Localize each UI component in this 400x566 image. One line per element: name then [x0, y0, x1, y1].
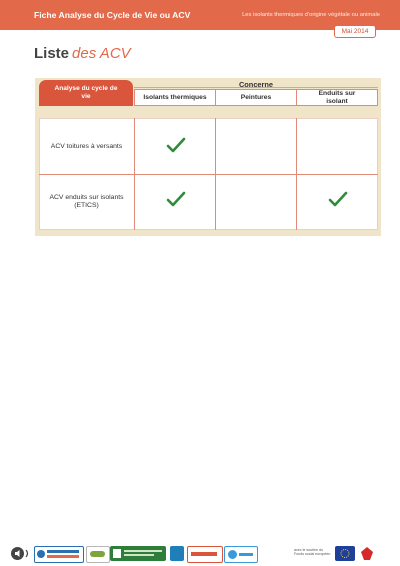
column-divider	[134, 118, 135, 230]
checkmark-icon	[166, 191, 186, 207]
checkmark-icon	[166, 137, 186, 153]
confluence-construction-logo	[34, 546, 84, 563]
column-divider	[296, 118, 297, 230]
group-header-rule	[134, 87, 378, 88]
group-header: Concerne	[238, 80, 274, 89]
partner-logo	[170, 546, 184, 561]
column-divider	[215, 118, 216, 230]
partner-logo	[110, 546, 166, 561]
column-header-isolants: Isolants thermiques	[134, 89, 216, 106]
eu-flag-logo	[335, 546, 355, 561]
document-title: Fiche Analyse du Cycle de Vie ou ACV	[34, 10, 191, 20]
row-label-toitures: ACV toitures à versants	[50, 143, 123, 150]
wallonia-logo	[359, 546, 375, 561]
page-title-italic: des ACV	[72, 45, 131, 62]
footer-funding-note: avec le soutien du Fonds social européen	[294, 548, 331, 556]
row-label-enduits: ACV enduits sur isolants (ETICS)	[49, 194, 124, 209]
cstc-logo	[224, 546, 258, 563]
speaker-icon	[10, 546, 32, 561]
ifapme-logo	[187, 546, 223, 563]
column-header-peintures: Peintures	[215, 89, 297, 106]
checkmark-icon	[328, 191, 348, 207]
document-subtitle: Les isolants thermiques d’origine végétale ou animale	[242, 12, 380, 18]
column-header-enduits: Enduits sur isolant	[296, 89, 378, 106]
first-column-header: Analyse du cycle de vie	[39, 80, 133, 106]
date-badge: Mai 2014	[334, 25, 376, 38]
partner-logo	[86, 546, 110, 563]
page-title	[34, 45, 131, 62]
page-title-bold: Liste	[34, 45, 70, 62]
row-divider	[39, 174, 378, 175]
